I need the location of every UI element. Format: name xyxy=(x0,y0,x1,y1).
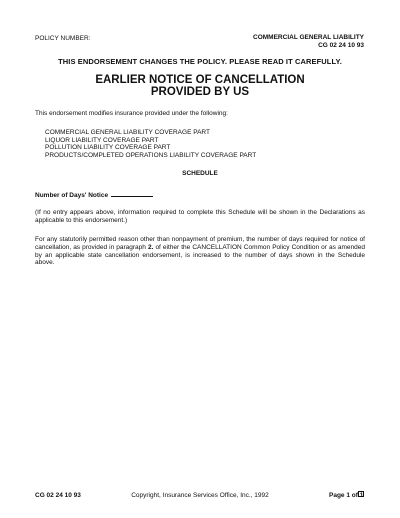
schedule-note: (If no entry appears above, information required to complete this Schedule will be shown in the Declarations as applicable to this endorsement.) xyxy=(35,209,365,224)
schedule-heading: SCHEDULE xyxy=(182,170,218,177)
coverage-parts-list xyxy=(45,129,256,159)
coverage-part-item: COMMERCIAL GENERAL LIABILITY COVERAGE PART xyxy=(45,129,210,136)
endorsement-warning: THIS ENDORSEMENT CHANGES THE POLICY. PLEASE READ IT CAREFULLY. xyxy=(58,57,342,66)
days-notice-blank[interactable] xyxy=(111,190,153,197)
paragraph-ref: 2. xyxy=(147,243,154,251)
days-notice-row xyxy=(35,190,153,199)
days-notice-label: Number of Days' Notice xyxy=(35,192,109,199)
body-paragraph xyxy=(35,236,365,267)
title-line-1: EARLIER NOTICE OF CANCELLATION xyxy=(95,74,305,86)
form-header xyxy=(253,34,364,50)
title-line-2: PROVIDED BY US xyxy=(150,86,250,98)
intro-text: This endorsement modifies insurance provided under the following: xyxy=(35,110,228,117)
footer-page-number: Page 1 of 1 xyxy=(329,492,364,499)
coverage-part-item: PRODUCTS/COMPLETED OPERATIONS LIABILITY COVERAGE PART xyxy=(45,151,257,159)
policy-number-label: POLICY NUMBER: xyxy=(35,35,91,42)
coverage-part-item: LIQUOR LIABILITY COVERAGE PART xyxy=(45,136,159,144)
body-text-start: For any statutorily permitted reason other than nonpayment of premium, the number of days required for notice of cancellation, as provided in paragraph xyxy=(35,236,365,251)
body-text-end: of either the CANCELLATION Common Policy Condition or as amended by an applicable state cancellation endorsement, is increased to the number of days shown in the Schedule above. xyxy=(35,243,366,267)
coverage-part-item: POLLUTION LIABILITY COVERAGE PART xyxy=(45,144,171,152)
footer-form-number: CG 02 24 10 93 xyxy=(35,492,81,499)
footer-checkbox[interactable] xyxy=(358,491,364,497)
header-form-number: CG 02 24 10 93 xyxy=(318,42,364,49)
line-of-business: COMMERCIAL GENERAL LIABILITY xyxy=(253,34,364,41)
endorsement-title xyxy=(0,74,400,98)
footer-copyright: Copyright, Insurance Services Office, Inc., 1992 xyxy=(131,492,269,499)
